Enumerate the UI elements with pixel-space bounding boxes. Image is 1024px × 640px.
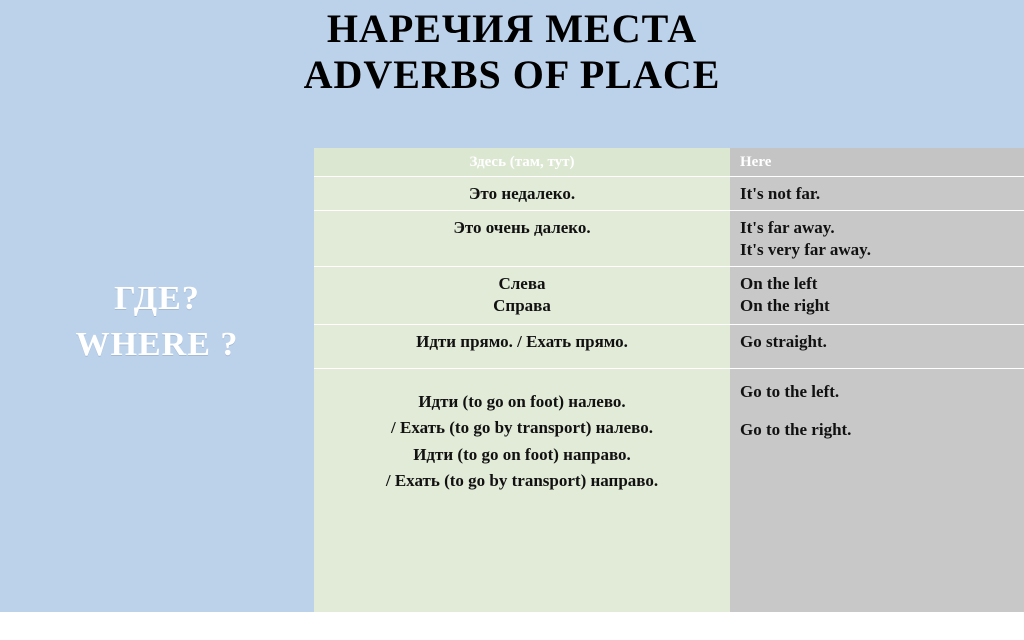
table-row [730, 266, 1024, 324]
cell-text: It's very far away. [740, 240, 871, 260]
cell-text: Это очень далеко. [453, 218, 591, 237]
cell-text: Это недалеко. [468, 184, 576, 203]
table-row [314, 266, 730, 324]
left-header-russian: ГДЕ? [114, 280, 200, 317]
left-header-column [0, 148, 314, 612]
cell-text: / Ехать (to go by transport) направо. [385, 471, 659, 491]
page-title-russian: НАРЕЧИЯ МЕСТА [326, 6, 698, 51]
table-row [730, 368, 1024, 640]
cell-text: Идти (to go on foot) налево. [418, 392, 626, 411]
english-column-header: Here [730, 148, 1024, 176]
left-header-text [76, 276, 239, 368]
table-row [314, 368, 730, 640]
cell-text: Идти прямо. / Ехать прямо. [416, 332, 628, 351]
cell-text: On the right [740, 296, 830, 316]
cell-text: It's not far. [740, 184, 821, 203]
russian-column-header: Здесь (там, тут) [314, 148, 730, 176]
title-band [0, 0, 1024, 148]
cell-text: Идти (to go on foot) направо. [413, 444, 631, 464]
table-row [314, 176, 730, 210]
table-row [730, 324, 1024, 368]
cell-text: / Ехать (to go by transport) налево. [391, 418, 653, 438]
page-title-english: ADVERBS OF PLACE [303, 52, 721, 98]
spacer [740, 403, 1016, 419]
cell-text: Go to the right. [740, 420, 852, 440]
cell-text: It's far away. [740, 218, 835, 237]
cell-text: Слева [498, 274, 546, 293]
table-row [314, 324, 730, 368]
table-row [730, 210, 1024, 266]
cell-text: Go to the left. [740, 382, 840, 401]
table-row [314, 210, 730, 266]
russian-column [314, 148, 730, 612]
table-row [730, 176, 1024, 210]
cell-text: On the left [740, 274, 818, 293]
english-column [730, 148, 1024, 612]
left-header-english: WHERE ? [75, 325, 239, 363]
cell-text: Справа [493, 296, 551, 316]
cell-text: Go straight. [740, 332, 827, 351]
